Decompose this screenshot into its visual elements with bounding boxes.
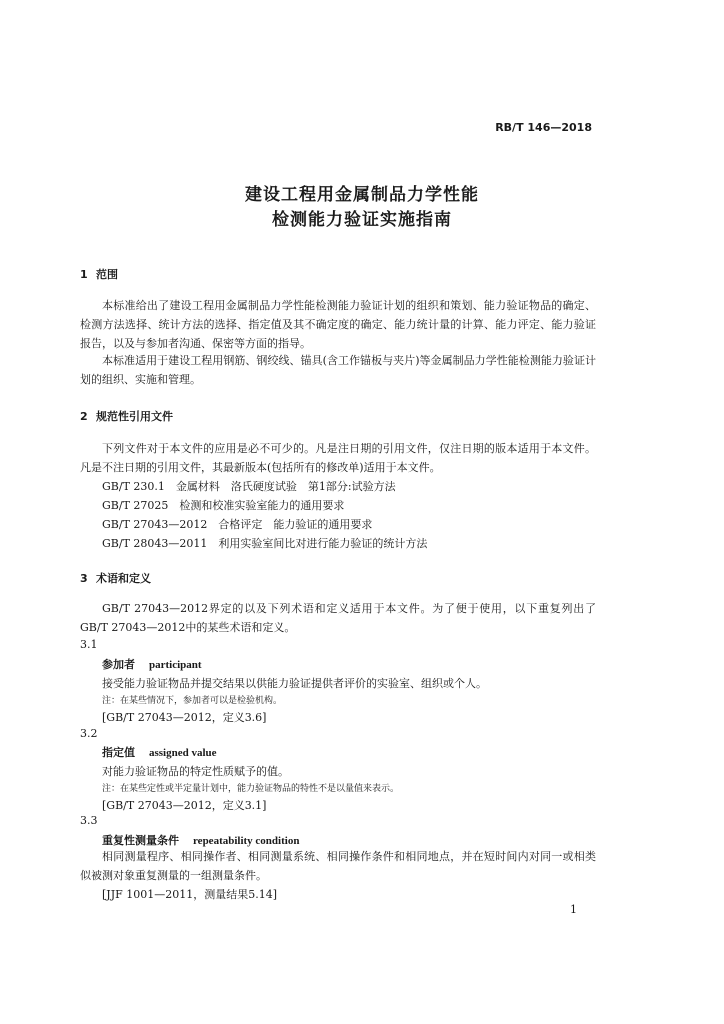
reference-code: GB/T 27025	[102, 499, 169, 512]
clause-number: 3.1	[80, 638, 98, 651]
reference-code: GB/T 230.1	[102, 480, 165, 493]
reference-title: 金属材料 洛氏硬度试验 第1部分:试验方法	[175, 480, 396, 493]
clause-number: 3.3	[80, 814, 98, 827]
term-definition: 相同测量程序、相同操作者、相同测量系统、相同操作条件和相同地点，并在短时间内对同一或相类似被测对象重复测量的一组测量条件。	[80, 850, 596, 882]
reference-code: GB/T 27043—2012	[102, 518, 208, 531]
section-title: 术语和定义	[96, 572, 151, 585]
reference-title: 合格评定 能力验证的通用要求	[218, 518, 373, 531]
reference-title: 利用实验室间比对进行能力验证的统计方法	[218, 537, 428, 550]
document-title-line-2: 检测能力验证实施指南	[272, 210, 452, 230]
term-heading	[102, 656, 202, 672]
term-en: participant	[149, 659, 202, 671]
term-note: 注：在某些定性或半定量计划中，能力验证物品的特性不是以量值来表示。	[102, 784, 400, 794]
section-1-paragraph-1: 本标准给出了建设工程用金属制品力学性能检测能力验证计划的组织和策划、能力验证物品的确定、检测方法选择、统计方法的选择、指定值及其不确定度的确定、能力统计量的计算、能力评定、能力验证报告，以及与参加者沟通、保密等方面的指导。	[80, 299, 596, 350]
term-definition: 接受能力验证物品并提交结果以供能力验证提供者评价的实验室、组织或个人。	[102, 677, 487, 690]
term-zh: 参加者	[102, 658, 135, 671]
term-en: assigned value	[149, 747, 217, 759]
document-title-line-1: 建设工程用金属制品力学性能	[245, 185, 479, 205]
reference-title: 检测和校准实验室能力的通用要求	[179, 499, 345, 512]
reference-item	[102, 497, 344, 513]
section-title: 规范性引用文件	[96, 410, 173, 423]
term-definition: 对能力验证物品的特定性质赋予的值。	[102, 765, 289, 778]
term-heading	[102, 832, 299, 848]
term-heading	[102, 744, 217, 760]
section-number: 1	[80, 268, 88, 281]
section-1-paragraph-2: 本标准适用于建设工程用钢筋、钢绞线、锚具(含工作锚板与夹片)等金属制品力学性能检测能力验证计划的组织、实施和管理。	[80, 354, 596, 386]
section-number: 3	[80, 572, 88, 585]
reference-item	[102, 516, 372, 532]
reference-item	[102, 478, 396, 494]
page-number: 1	[570, 903, 577, 916]
term-source: [GB/T 27043—2012，定义3.1]	[102, 799, 267, 812]
reference-item	[102, 535, 427, 551]
section-3-paragraph-1: GB/T 27043—2012界定的以及下列术语和定义适用于本文件。为了便于使用，以下重复列出了GB/T 27043—2012中的某些术语和定义。	[80, 602, 596, 634]
term-zh: 重复性测量条件	[102, 834, 179, 847]
term-source: [GB/T 27043—2012，定义3.6]	[102, 711, 267, 724]
section-1-heading	[80, 266, 118, 282]
term-en: repeatability condition	[193, 835, 300, 847]
term-note: 注：在某些情况下，参加者可以是检验机构。	[102, 696, 283, 706]
reference-code: GB/T 28043—2011	[102, 537, 208, 550]
section-title: 范围	[96, 268, 118, 281]
section-2-paragraph-1: 下列文件对于本文件的应用是必不可少的。凡是注日期的引用文件，仅注日期的版本适用于本文件。凡是不注日期的引用文件，其最新版本(包括所有的修改单)适用于本文件。	[80, 442, 596, 474]
standard-code: RB/T 146—2018	[495, 121, 592, 134]
term-zh: 指定值	[102, 746, 135, 759]
section-2-heading	[80, 408, 173, 424]
section-3-heading	[80, 570, 151, 586]
clause-number: 3.2	[80, 727, 98, 740]
section-number: 2	[80, 410, 88, 423]
term-source: [JJF 1001—2011，测量结果5.14]	[102, 888, 278, 901]
